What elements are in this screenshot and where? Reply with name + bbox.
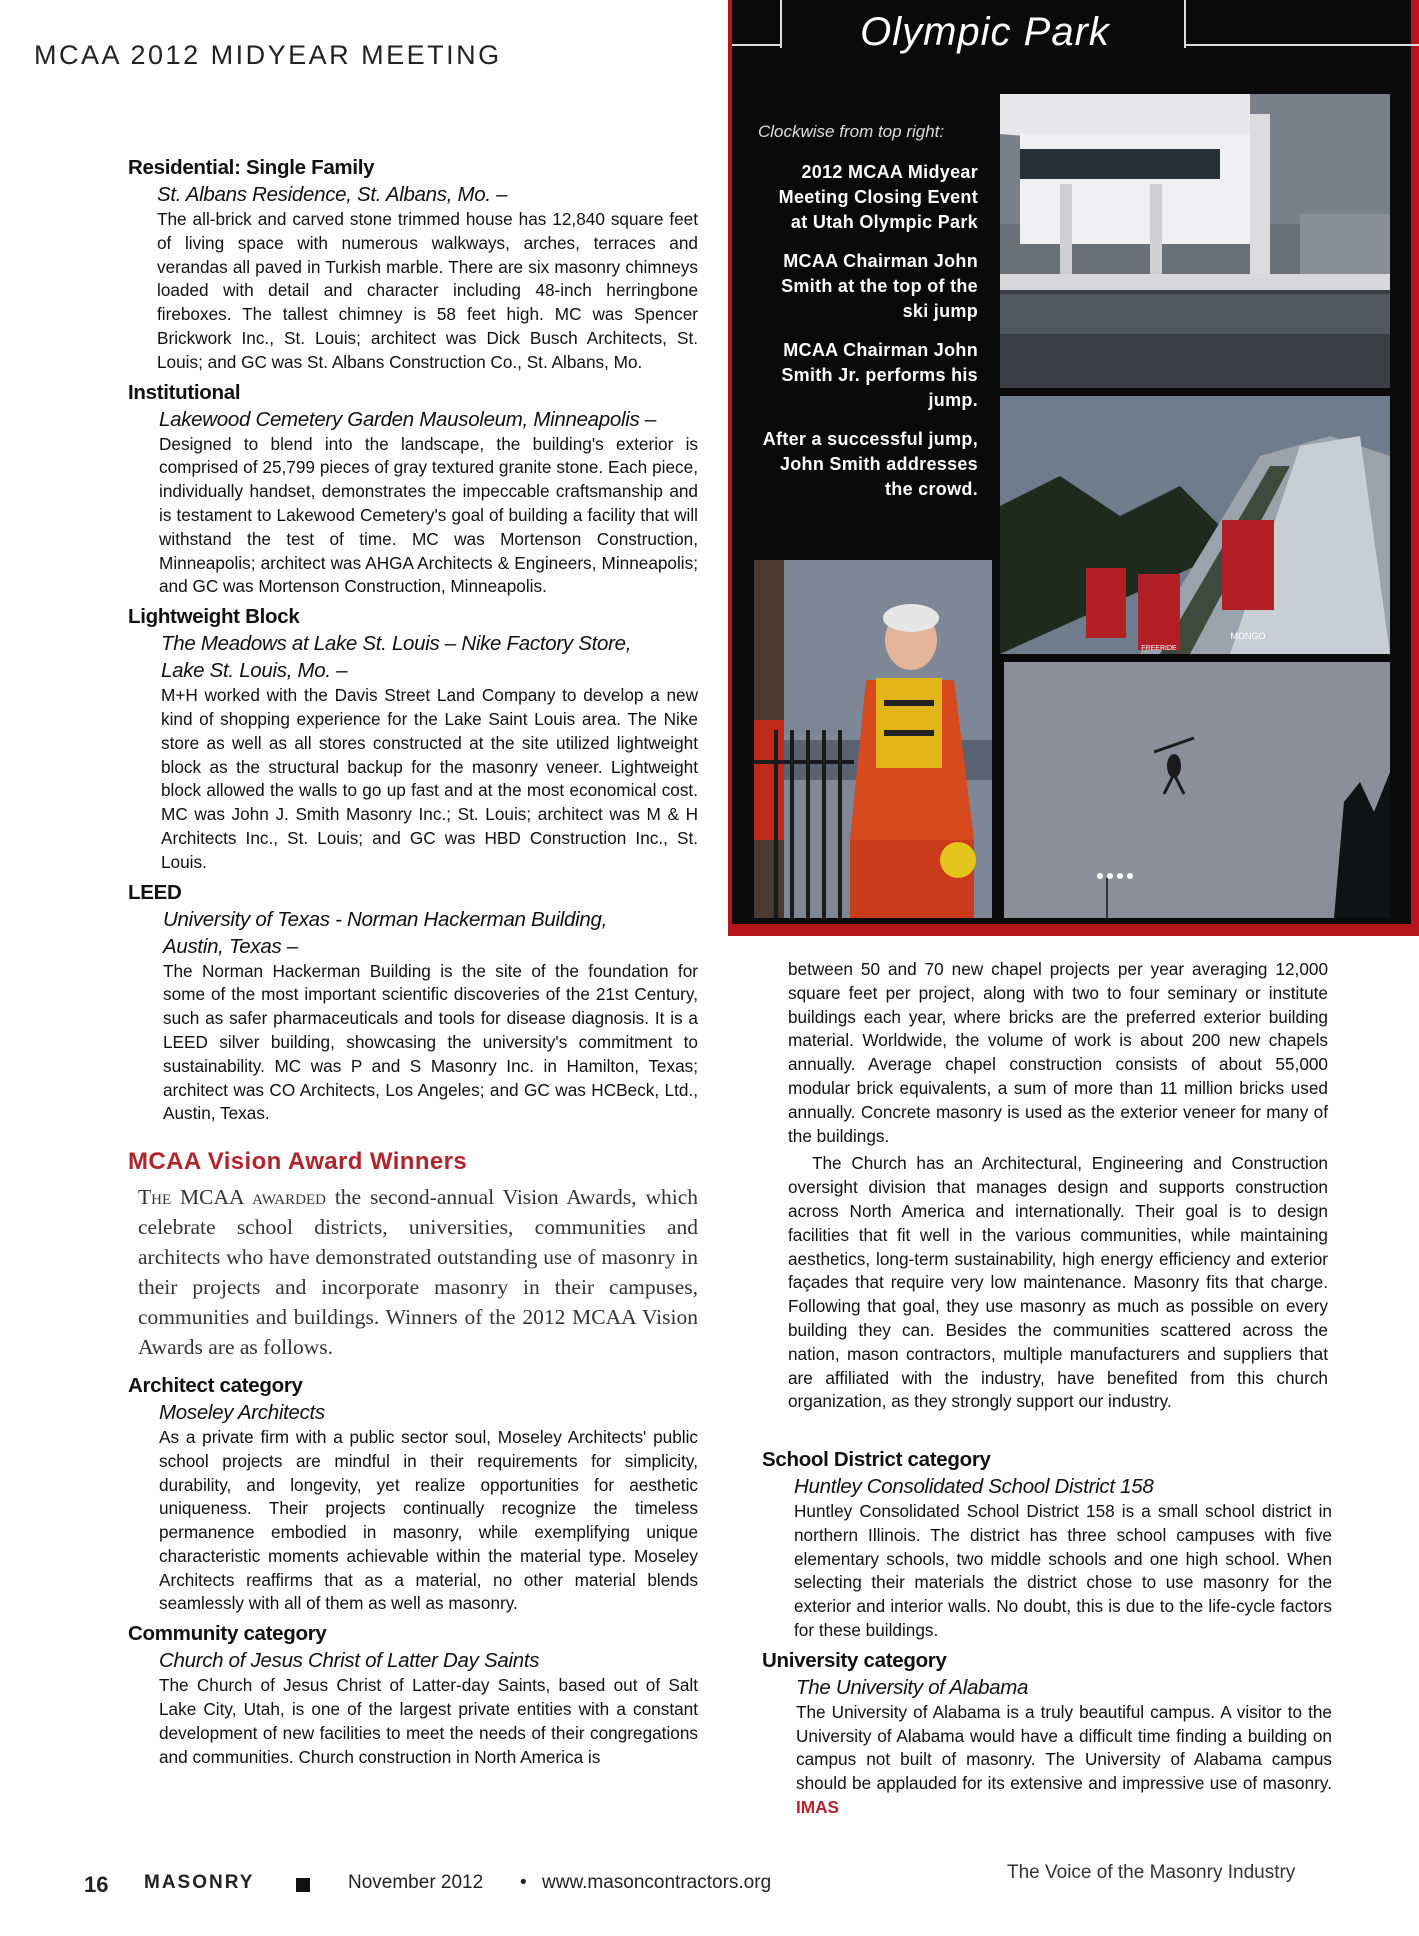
footer-square-icon xyxy=(296,1878,310,1892)
project-title: Lakewood Cemetery Garden Mausoleum, Minneapolis – xyxy=(159,407,656,431)
section-title: MCAA Vision Award Winners xyxy=(128,1148,468,1176)
continued-text: between 50 and 70 new chapel projects per year averaging 12,000 square feet per project, along with two to four seminary or institute buildings each year, where bricks are the preferred exterior building material. Worldwide, the volume of work is about 200 new chapels annually. Average chapel construction consists of about 55,000 modular brick equivalents, a sum of more than 11 million bricks used annually. Concrete masonry is used as the exterior veneer for many of the buildings. xyxy=(788,959,1328,1146)
intro-lead: The MCAA awarded xyxy=(138,1184,326,1209)
project-title: University of Texas - Norman Hackerman Building, xyxy=(163,907,607,931)
photo-caption: After a successful jump, John Smith addresses the crowd. xyxy=(762,429,978,499)
project-title: Huntley Consolidated School District 158 xyxy=(794,1475,1154,1498)
banner-label: FREERIDE xyxy=(1141,645,1177,652)
project-description: M+H worked with the Davis Street Land Company to develop a new kind of shopping experience for the Lake Saint Louis area. The Nike store as well as all stores constructed at the site utilized lightweight block as the structural backup for the masonry veneer. Lightweight block allowed the walls to go up fast and at the most economical cost. MC was John J. Smith Masonry Inc.; St. Louis; architect was M & H Architects Inc., St. Louis; and GC was HBD Construction Inc., St. Louis. xyxy=(161,685,698,872)
university-text: The University of Alabama is a truly beautiful campus. A visitor to the University of Alabama would have a difficult time finding a building on campus not built of masonry. The University of Alabama campus should be applauded for its extensive and impressive use of masonry. xyxy=(796,1701,1332,1794)
category-heading: Lightweight Block xyxy=(128,605,300,629)
project-description: Huntley Consolidated School District 158 is a small school district in northern Illinois. The district has three school campuses with five elementary schools, two middle schools and one high school. When selecting their materials the district chose to use masonry for the exterior and interior walls. No doubt, this is due to the life-cycle factors for these buildings. xyxy=(794,1501,1332,1640)
right-column-awards xyxy=(762,1446,1332,1824)
category-heading: Residential: Single Family xyxy=(128,156,375,179)
photo-caption: MCAA Chairman John Smith at the top of the ski jump xyxy=(781,251,978,321)
photo-speaker xyxy=(754,560,992,918)
section-intro xyxy=(138,1182,698,1362)
project-title-continued: Lake St. Louis, Mo. – xyxy=(161,659,348,683)
ski-jump-illustration xyxy=(1000,396,1390,654)
intro-text: the second-annual Vision Awards, which celebrate school districts, universities, communities and architects who have demonstrated outstanding use of masonry in their projects and incorporate masonry in their campuses, communities and buildings. Winners of the 2012 MCAA Vision Awards are as follows. xyxy=(138,1184,698,1359)
issue-date: November 2012 xyxy=(348,1872,484,1893)
photo-aerial-jump xyxy=(1004,662,1390,918)
project-title-continued: Austin, Texas – xyxy=(163,934,298,958)
project-title: St. Albans Residence, St. Albans, Mo. – xyxy=(157,183,508,206)
category-heading: University category xyxy=(762,1648,947,1672)
right-column xyxy=(788,958,1328,1418)
panel-title: Olympic Park xyxy=(860,10,1110,54)
project-description xyxy=(796,1701,1332,1820)
website-link[interactable]: www.masoncontractors.org xyxy=(542,1872,772,1893)
project-description: The Church of Jesus Christ of Latter-day Saints, based out of Salt Lake City, Utah, is one of the largest private entities with a constant development of new facilities to meet the needs of their congregations and communities. Church construction in North America is xyxy=(159,1675,698,1767)
photo-caption: 2012 MCAA Midyear Meeting Closing Event at Utah Olympic Park xyxy=(778,162,978,232)
photo-ski-jump xyxy=(1000,396,1390,654)
project-title: Church of Jesus Christ of Latter Day Saints xyxy=(159,1649,540,1673)
category-heading: School District category xyxy=(762,1448,991,1471)
page-header-title: MCAA 2012 MIDYEAR MEETING xyxy=(34,40,502,70)
project-title: The Meadows at Lake St. Louis – Nike Factory Store, xyxy=(161,632,632,656)
page-number: 16 xyxy=(84,1872,109,1897)
magazine-name: MASONRY xyxy=(144,1872,255,1893)
building-illustration xyxy=(1000,94,1390,388)
footer-bullet: • xyxy=(520,1872,527,1893)
left-column xyxy=(128,154,698,1773)
speaker-illustration xyxy=(754,560,992,918)
footer-tagline: The Voice of the Masonry Industry xyxy=(1007,1862,1296,1883)
project-description: The all-brick and carved stone trimmed house has 12,840 square feet of living space with numerous walkways, arches, terraces and verandas all paved in Turkish marble. There are six masonry chimneys loaded with detail and character including 48-inch herringbone fireboxes. The tallest chimney is 58 feet high. MC was Spencer Brickwork Inc., St. Louis; architect was Dick Busch Architects, St. Louis; and GC was St. Albans Construction Co., St. Albans, Mo. xyxy=(157,209,698,372)
photo-olympic-park-building xyxy=(1000,94,1390,388)
project-title: The University of Alabama xyxy=(796,1675,1029,1699)
category-heading: Institutional xyxy=(128,380,241,404)
caption-intro: Clockwise from top right: xyxy=(758,122,945,141)
project-title: Moseley Architects xyxy=(159,1400,325,1424)
category-heading: Architect category xyxy=(128,1373,303,1397)
category-heading: LEED xyxy=(128,880,182,904)
aerial-jump-illustration xyxy=(1004,662,1390,918)
project-description: The Norman Hackerman Building is the site of the foundation for some of the most important scientific discoveries of the 21st Century, such as safer pharmaceuticals and tools for disease diagnosis. It is a LEED silver building, showcasing the university's commitment to sustainability. MC was P and S Masonry Inc. in Hamilton, Texas; architect was CO Architects, Los Angeles; and GC was HCBeck, Ltd., Austin, Texas. xyxy=(163,960,698,1124)
banner-label: MONGO xyxy=(1230,631,1266,641)
project-description: As a private firm with a public sector soul, Moseley Architects' public school projects are mindful in their requirements for simplicity, durability, and longevity, yet realize opportunities for aesthetic uniqueness. Their projects continually recognize the timeless permanence embodied in masonry, while exemplifying unique characteristic moments achievable within the material type. Moseley Architects reaffirms that as a material, no other material blends seamlessly with all of them as well as masonry. xyxy=(159,1426,698,1614)
photo-caption: MCAA Chairman John Smith Jr. performs his jump. xyxy=(781,340,978,410)
category-heading: Community category xyxy=(128,1622,327,1646)
project-description: Designed to blend into the landscape, the building's exterior is comprised of 25,799 pieces of gray textured granite stone. Each piece, individually handset, demonstrates the impeccable craftsmanship and is testament to Lakewood Cemetery's goal of building a facility that will withstand the test of time. MC was Mortenson Construction, Minneapolis; architect was AHGA Architects & Engineers, Minneapolis; and GC was Mortenson Construction, Minneapolis. xyxy=(159,433,698,597)
end-mark: IMAS xyxy=(796,1796,839,1817)
church-paragraph: The Church has an Architectural, Engineering and Construction oversight division that manages design and supports construction across North America and internationally. Their goal is to design facilities that fit well in the various communities, while maintaining aesthetics, long-term sustainability, high energy efficiency and exterior façades that require very low maintenance. Masonry fits that charge. Following that goal, they use masonry as much as possible on every building they can. Besides the communities scattered across the nation, mason contractors, multiple manufacturers and suppliers that are affiliated with the industry, have benefited from this church organization, as they strongly support our industry. xyxy=(788,1153,1328,1412)
